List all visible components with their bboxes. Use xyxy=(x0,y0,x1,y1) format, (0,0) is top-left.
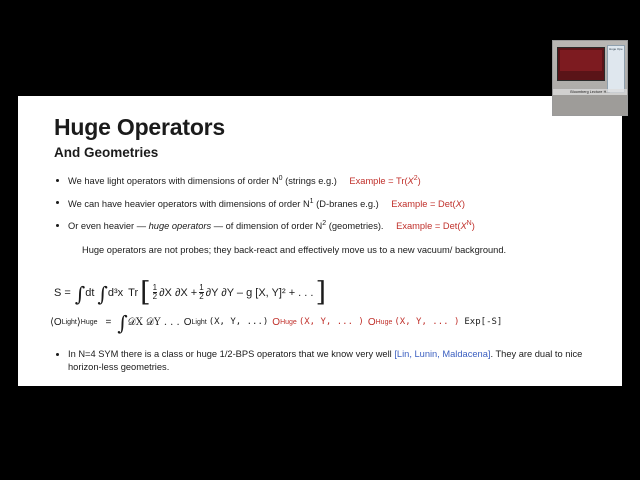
fraction-denominator: 2 xyxy=(199,292,204,302)
integral-icon: ∫ xyxy=(97,281,108,306)
example-var: X xyxy=(455,198,462,209)
example-tail: ) xyxy=(461,198,465,209)
eq2-lhs-mid: ⟩ xyxy=(76,316,81,328)
integral-icon: ∫ xyxy=(117,311,128,335)
desk-surface xyxy=(553,95,627,115)
equation-action xyxy=(54,277,327,308)
bullet-power: 1 xyxy=(309,197,314,205)
bullet-power: 2 xyxy=(322,220,327,228)
eq1-dt: dt xyxy=(85,286,95,299)
page-title: Huge Operators xyxy=(54,114,226,140)
list-item xyxy=(54,219,599,233)
fraction-denominator: 2 xyxy=(152,292,158,302)
example-tail: ) xyxy=(417,176,421,187)
eq2-equals: = xyxy=(105,316,112,328)
citation-link[interactable]: [Lin, Lunin, Maldacena] xyxy=(394,349,491,359)
note-paragraph: Huge operators are not probes; they back-react and effectively move us to a new vacuum/ background. xyxy=(82,245,507,255)
screen-glow xyxy=(560,50,602,71)
side-slide-panel: Huge Ope xyxy=(607,45,625,93)
slide-content xyxy=(18,96,622,386)
bullet-text-after: — of dimension of order N xyxy=(211,221,323,232)
bullet-power: 0 xyxy=(278,175,283,182)
example-annotation xyxy=(391,199,465,209)
eq1-tr: Tr xyxy=(128,286,139,299)
example-annotation xyxy=(396,221,475,231)
example-exp: N xyxy=(466,220,472,228)
last-bullet-text-after: . They are dual to nice horizon-less geometries. xyxy=(68,349,583,372)
eq2-olight-args: (X, Y, ...) xyxy=(208,317,269,327)
eq2-lhs-sub2: Huge xyxy=(80,318,98,326)
webcam-caption: Bloomberg Lecture H... xyxy=(553,89,627,95)
fraction-numerator: 1 xyxy=(199,282,204,292)
example-annotation xyxy=(349,176,420,186)
fraction-one-half xyxy=(153,284,157,302)
list-item xyxy=(54,197,599,211)
eq2-olight-sub: Light xyxy=(191,318,207,326)
eq1-lhs: S = xyxy=(54,286,71,299)
eq2-lhs-open: ⟨O xyxy=(50,316,62,328)
eq2-measure: 𝒟X 𝒟Y . . . xyxy=(127,316,180,328)
equation-correlator xyxy=(50,311,503,335)
presenter-screen xyxy=(557,47,605,81)
bracket-close: ] xyxy=(315,277,327,308)
eq1-d3x: d³x xyxy=(107,286,124,299)
example-tail: ) xyxy=(471,221,475,232)
webcam-inset[interactable] xyxy=(552,40,628,116)
bullet-text-mid: (strings e.g.) xyxy=(282,176,337,187)
bullet-text: We have light operators with dimensions of order N xyxy=(68,176,279,187)
bullet-emphasis: huge operators xyxy=(148,221,212,232)
bullet-list xyxy=(54,174,599,242)
bullet-text: Or even heavier — xyxy=(68,221,149,232)
bracket-open: [ xyxy=(140,277,151,308)
eq1-term1: ∂X ∂X + xyxy=(159,286,198,299)
eq2-ohuge1: O xyxy=(272,316,281,328)
bullet-text-mid: (geometries). xyxy=(326,221,384,232)
example-var: X xyxy=(407,176,414,187)
eq2-ohuge1-sub: Huge xyxy=(280,318,297,326)
eq2-exp: Exp[-S] xyxy=(464,317,503,327)
bullet-text-mid: (D-branes e.g.) xyxy=(313,198,379,209)
integral-icon: ∫ xyxy=(74,281,86,306)
fraction-one-half xyxy=(199,284,203,302)
eq2-olight: O xyxy=(183,316,192,328)
eq2-ohuge2-args: (X, Y, ... ) xyxy=(394,317,460,327)
last-bullet-text: In N=4 SYM there is a class or huge 1/2-BPS operators that we know very well xyxy=(68,349,395,359)
bullet-text: We can have heavier operators with dimensions of order N xyxy=(68,198,310,209)
eq2-lhs-sub: Light xyxy=(61,318,77,326)
eq2-ohuge2-sub: Huge xyxy=(375,318,393,326)
example-label: Example = Tr( xyxy=(349,176,408,187)
list-item xyxy=(54,174,599,188)
example-label: Example = Det( xyxy=(396,221,461,232)
list-item-last xyxy=(54,348,588,373)
eq2-ohuge1-args: (X, Y, ... ) xyxy=(298,317,364,327)
example-exp: 2 xyxy=(413,175,418,182)
presentation-slide xyxy=(18,96,622,386)
example-var: X xyxy=(460,221,467,232)
eq1-term2: ∂Y ∂Y – g [X, Y]² + . . . xyxy=(205,286,314,299)
fraction-numerator: 1 xyxy=(152,282,158,292)
eq2-ohuge2: O xyxy=(367,316,376,328)
page-subtitle: And Geometries xyxy=(54,145,159,160)
example-label: Example = Det( xyxy=(391,198,456,209)
